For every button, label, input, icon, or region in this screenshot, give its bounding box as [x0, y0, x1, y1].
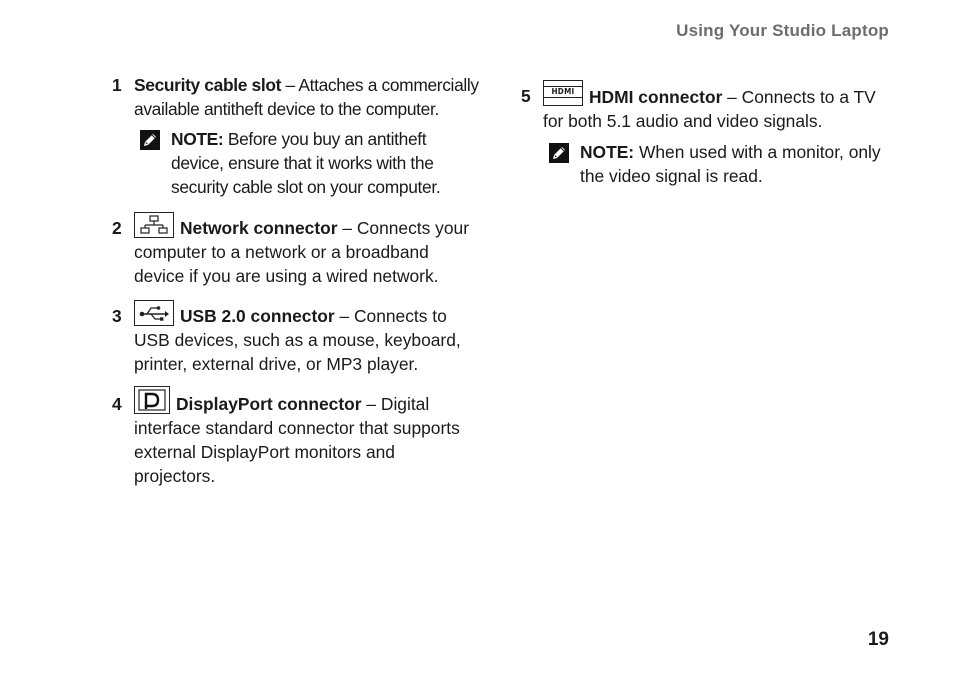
note-pencil-icon	[140, 130, 160, 150]
item-title: Security cable slot	[134, 75, 282, 95]
item-number: 1	[112, 75, 122, 95]
usb-icon	[134, 300, 174, 326]
item-description	[134, 73, 479, 121]
note-text: When used with a monitor, only the video signal is read.	[580, 142, 881, 186]
item-text: – Connects to a TV for both 5.1 audio and video signals.	[543, 87, 876, 131]
item-security-cable-slot	[112, 73, 479, 199]
item-description	[134, 212, 472, 288]
page-number: 19	[867, 629, 889, 650]
item-number: 3	[112, 306, 122, 326]
item-number: 5	[521, 86, 531, 106]
item-title: DisplayPort connector	[176, 394, 362, 414]
item-number: 2	[112, 218, 122, 238]
item-description	[134, 300, 472, 376]
displayport-icon	[134, 386, 170, 414]
item-text: – Digital interface standard connector that supports external DisplayPort monitors and projectors.	[134, 394, 460, 486]
item-text: – Connects your computer to a network or a broadband device if you are using a wired network.	[134, 218, 469, 286]
item-title: HDMI connector	[589, 87, 723, 107]
note	[134, 127, 471, 199]
note-label: NOTE:	[580, 142, 635, 162]
note-label: NOTE:	[171, 129, 224, 149]
note-text: Before you buy an antitheft device, ensure that it works with the security cable slot on your computer.	[171, 129, 441, 197]
note	[543, 140, 890, 188]
item-hdmi-connector	[521, 80, 888, 188]
network-icon	[134, 212, 174, 238]
item-title: Network connector	[180, 218, 338, 238]
item-description	[543, 80, 888, 133]
item-displayport-connector	[112, 386, 464, 488]
item-text: – Attaches a commercially available antitheft device to the computer.	[134, 75, 479, 119]
running-head: Using Your Studio Laptop	[676, 21, 889, 40]
item-text: – Connects to USB devices, such as a mouse, keyboard, printer, external drive, or MP3 player.	[134, 306, 461, 374]
item-network-connector	[112, 212, 472, 288]
note-pencil-icon	[549, 143, 569, 163]
hdmi-icon-label: HDMI	[544, 86, 582, 98]
item-title: USB 2.0 connector	[180, 306, 335, 326]
item-description	[134, 386, 464, 488]
item-number: 4	[112, 394, 122, 414]
item-usb-connector	[112, 300, 472, 376]
hdmi-icon	[543, 80, 583, 106]
